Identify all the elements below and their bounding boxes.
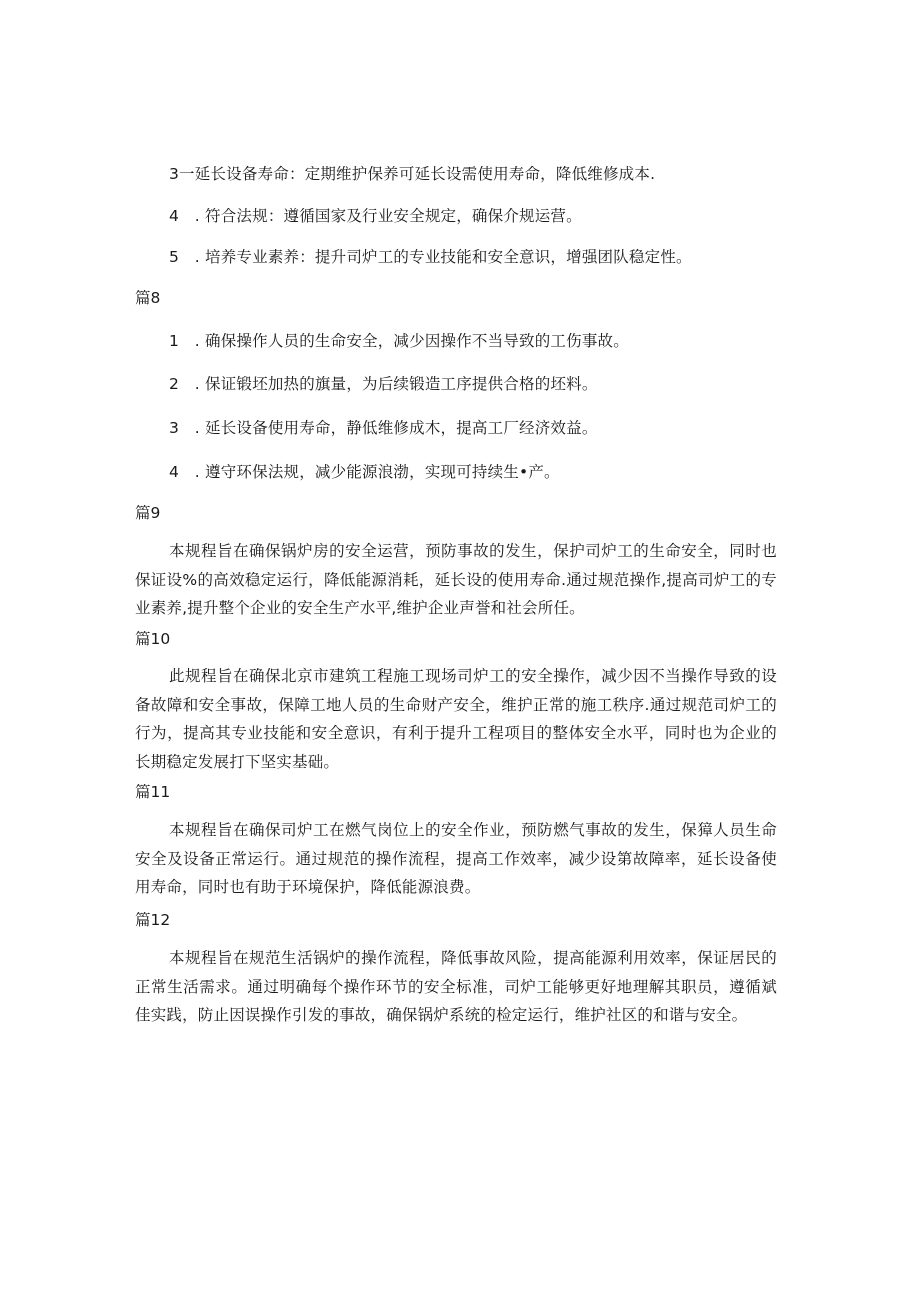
section-heading: 篇12: [135, 911, 171, 929]
list-item: 5 . 培养专业素养：提升司炉工的专业技能和安全意识，增强团队稳定性。: [169, 248, 692, 266]
list-item: 1 . 确保操作人员的生命安全，减少因操作不当导致的工伤事故。: [169, 332, 629, 350]
section-heading: 篇10: [135, 630, 171, 648]
section-paragraph: 此规程旨在确保北京市建筑工程施工现场司炉工的安全操作，减少因不当操作导致的设备故障和安全事故，保障工地人员的生命财产安全，维护正常的施工秩序.通过规范司炉工的行为，提高其专业技能和安全意识，有利于提升工程项目的整体安全水平，同时也为企业的长期稳定发展打下坚实基础。: [135, 667, 777, 771]
section-heading: 篇9: [135, 504, 161, 522]
section-heading: 篇8: [135, 289, 161, 307]
list-item: 3 . 延长设备使用寿命，静低维修成木，提高工厂经济效益。: [169, 419, 598, 437]
section-heading: 篇11: [135, 783, 171, 801]
list-item: 3一延长设备寿命：定期维护保养可延长设需使用寿命，降低维修成本.: [169, 165, 656, 183]
section-paragraph: 本规程旨在规范生活锅炉的操作流程，降低事故风险，提高能源利用效率，保证居民的正常生活需求。通过明确每个操作环节的安全标准，司炉工能够更好地理解其职员，遵循斌佳实践，防止因误操作引发的事故，确保锅炉系统的检定运行，维护社区的和谐与安全。: [135, 949, 777, 1024]
section-paragraph: 本规程旨在确保锅炉房的安全运营，预防事故的发生，保护司炉工的生命安全，同时也保证设%的高效稳定运行，降低能源消耗，延长设的使用寿命.通过规范操作,提高司炉工的专业素养,提升整个企业的安全生产水平,维护企业声誉和社会所任。: [135, 542, 777, 617]
list-item: 2 . 保证锻坯加热的旗量，为后续锻造工序提供合格的坯料。: [169, 375, 598, 393]
list-item: 4 . 遵守环保法规，减少能源浪渤，实现可持续生•产。: [169, 463, 560, 481]
list-item: 4 . 符合法规：遵循国家及行业安全规定，确保介规运营。: [169, 207, 582, 225]
section-paragraph: 本规程旨在确保司炉工在燃气岗位上的安全作业，预防燃气事故的发生，保獐人员生命安全及设备正常运行。通过规范的操作流程，提高工作效率，减少设第故障率，延长设备使用寿命，同时也有助于环境保护，降低能源浪费。: [135, 821, 777, 896]
